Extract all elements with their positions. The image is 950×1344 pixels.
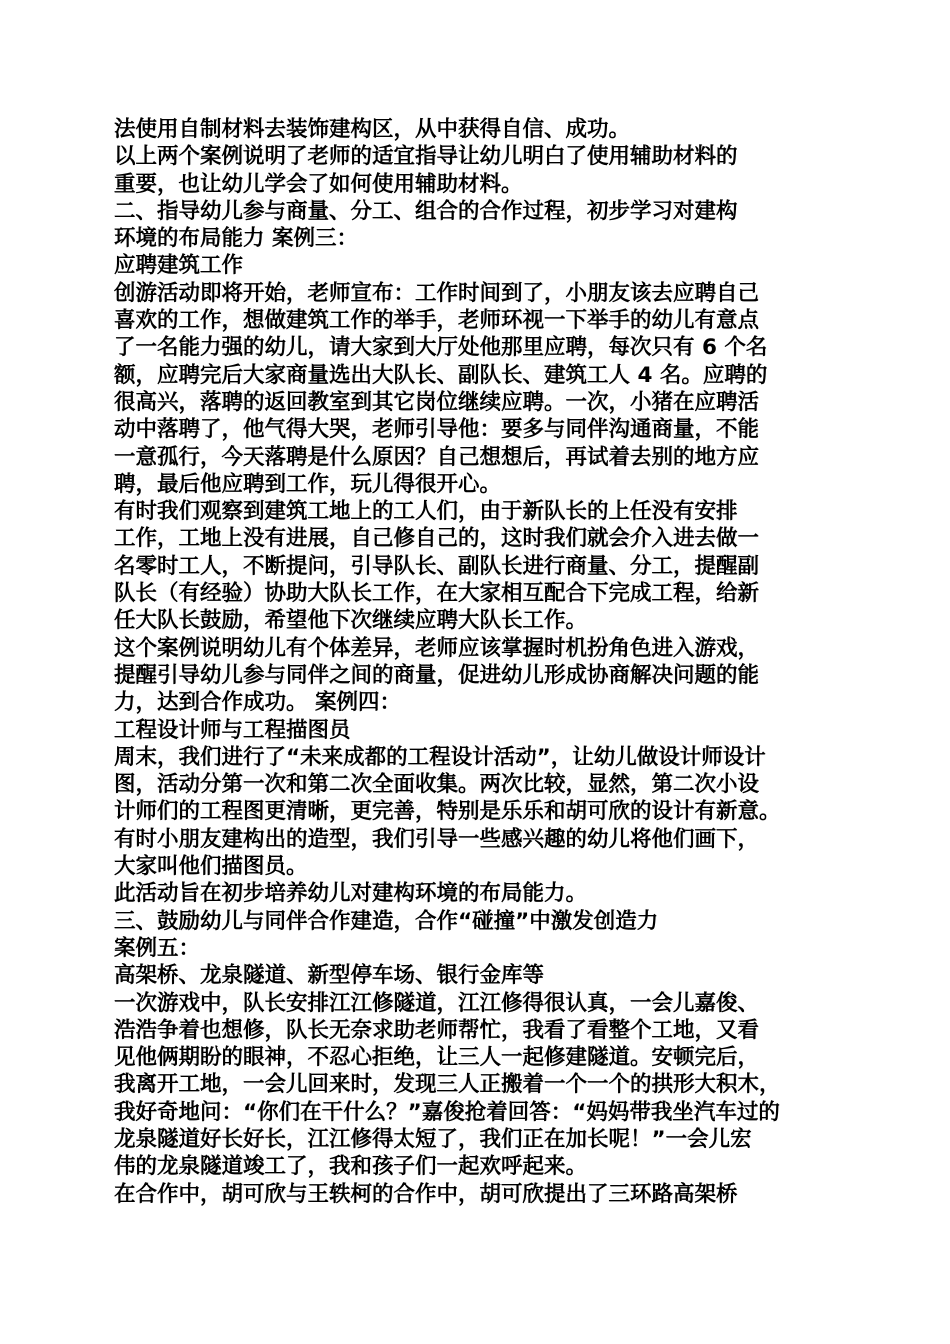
text-line: 提醒引导幼儿参与同伴之间的商量，促进幼儿形成协商解决问题的能: [114, 662, 760, 688]
section-heading-line: 环境的布局能力 案例三：: [114, 226, 358, 252]
text-line: 一次游戏中，队长安排江江修隧道，江江修得很认真，一会儿嘉俊、: [114, 990, 760, 1016]
text-line: 我好奇地问：“你们在干什么？”嘉俊抢着回答：“妈妈带我坐汽车过的: [114, 1099, 780, 1125]
text-line: 法使用自制材料去装饰建构区，从中获得自信、成功。: [114, 117, 631, 142]
text-line: 喜欢的工作，想做建筑工作的举手，老师环视一下举手的幼儿有意点: [114, 308, 760, 334]
text-line: 有时小朋友建构出的造型，我们引导一些感兴趣的幼儿将他们画下，: [114, 826, 760, 852]
text-line: 了一名能力强的幼儿，请大家到大厅处他那里应聘，每次只有 6 个名: [114, 335, 768, 361]
case-title: 高架桥、龙泉隧道、新型停车场、银行金库等: [114, 963, 545, 989]
document-body: [114, 116, 854, 1208]
text-line: 力，达到合作成功。 案例四：: [114, 690, 401, 716]
text-line: 一意孤行，今天落聘是什么原因？自己想想后，再试着去别的地方应: [114, 444, 760, 470]
text-line: 动中落聘了，他气得大哭，老师引导他：要多与同伴沟通商量，不能: [114, 417, 760, 443]
text-line: 在合作中，胡可欣与王轶柯的合作中，胡可欣提出了三环路高架桥: [114, 1181, 738, 1207]
text-line: 以上两个案例说明了老师的适宜指导让幼儿明白了使用辅助材料的: [114, 144, 738, 170]
case-title: 工程设计师与工程描图员: [114, 717, 351, 743]
section-heading-line: 二、指导幼儿参与商量、分工、组合的合作过程，初步学习对建构: [114, 198, 738, 224]
section-heading-line: 三、鼓励幼儿与同伴合作建造，合作“碰撞”中激发创造力: [114, 908, 659, 934]
text-line: 重要，也让幼儿学会了如何使用辅助材料。: [114, 171, 523, 197]
text-line: 龙泉隧道好长好长，江江修得太短了，我们正在加长呢！”一会儿宏: [114, 1126, 752, 1152]
text-line: 此活动旨在初步培养幼儿对建构环境的布局能力。: [114, 881, 588, 907]
text-line: 有时我们观察到建筑工地上的工人们，由于新队长的上任没有安排: [114, 499, 738, 525]
case-label: 案例五：: [114, 935, 201, 961]
text-line: 周末，我们进行了“未来成都的工程设计活动”，让幼儿做设计师设计: [114, 744, 766, 770]
text-line: 大家叫他们描图员。: [114, 854, 308, 880]
text-line: 计师们的工程图更清晰，更完善，特别是乐乐和胡可欣的设计有新意。: [114, 799, 781, 825]
text-line: 额，应聘完后大家商量选出大队长、副队长、建筑工人 4 名。应聘的: [114, 362, 768, 388]
text-line: 伟的龙泉隧道竣工了，我和孩子们一起欢呼起来。: [114, 1154, 588, 1180]
text-line: 图，活动分第一次和第二次全面收集。两次比较，显然，第二次小设: [114, 772, 760, 798]
case-title: 应聘建筑工作: [114, 253, 244, 279]
text-line: 工作，工地上没有进展，自己修自己的，这时我们就会介入进去做一: [114, 526, 760, 552]
text-line: 队长（有经验）协助大队长工作，在大家相互配合下完成工程，给新: [114, 581, 760, 607]
text-line: 创游活动即将开始，老师宣布：工作时间到了，小朋友该去应聘自己: [114, 280, 760, 306]
text-line: 很高兴，落聘的返回教室到其它岗位继续应聘。一次，小猪在应聘活: [114, 389, 760, 415]
text-line: 我离开工地，一会儿回来时，发现三人正搬着一个一个的拱形大积木，: [114, 1072, 781, 1098]
text-line: 聘，最后他应聘到工作，玩儿得很开心。: [114, 471, 502, 497]
text-line: 任大队长鼓励，希望他下次继续应聘大队长工作。: [114, 608, 588, 634]
text-line: 见他俩期盼的眼神，不忍心拒绝，让三人一起修建隧道。安顿完后，: [114, 1045, 760, 1071]
text-line: 这个案例说明幼儿有个体差异，老师应该掌握时机扮角色进入游戏，: [114, 635, 760, 661]
text-line: 浩浩争着也想修，队长无奈求助老师帮忙，我看了看整个工地，又看: [114, 1017, 760, 1043]
text-line: 名零时工人，不断提问，引导队长、副队长进行商量、分工，提醒副: [114, 553, 760, 579]
